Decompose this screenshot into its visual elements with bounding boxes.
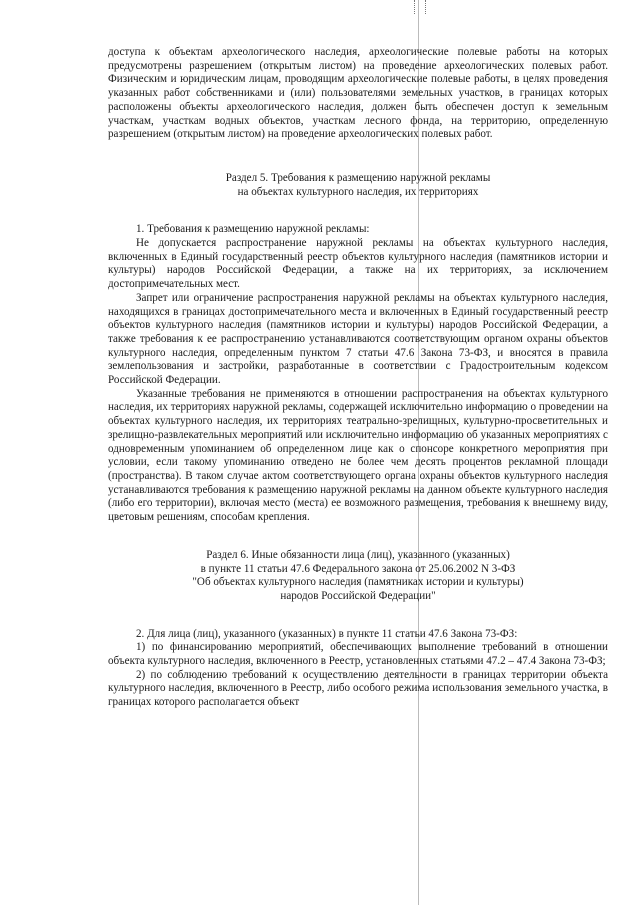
item-2-subitem-1: 1) по финансированию мероприятий, обеспечивающих выполнение требований в отношении объекта культурного наследия, включенного в Реестр, установленных статьями 47.2 – 47.4 Закона 73-ФЗ; — [108, 641, 608, 668]
section-6-title-line-4: народов Российской Федерации" — [280, 589, 436, 602]
document-page — [108, 46, 608, 710]
section-6-title-line-2: в пункте 11 статьи 47.6 Федерального закона от 25.06.2002 N 3-ФЗ — [200, 562, 516, 575]
scan-top-mark — [414, 0, 426, 14]
section-5-heading — [108, 172, 608, 199]
item-1-heading: 1. Требования к размещению наружной рекламы: — [136, 223, 370, 236]
section-5-paragraph-1: Не допускается распространение наружной рекламы на объектах культурного наследия, включенных в Единый государственный реестр объектов культурного наследия (памятников истории и культуры) народов Российской Федерации, а также на их территориях, за исключением достопримечательных мест. — [108, 237, 608, 291]
item-2-heading: 2. Для лица (лиц), указанного (указанных) в пункте 11 статьи 47.6 Закона 73-ФЗ: — [136, 627, 518, 640]
item-2-subitem-2: 2) по соблюдению требований к осуществлению деятельности в границах территории объекта культурного наследия, включенного в Реестр, либо особого режима использования земельного участка, в границах которого располагается объект — [108, 668, 608, 709]
section-5-title-line-2: на объектах культурного наследия, их территориях — [237, 185, 479, 198]
section-6-title-line-1: Раздел 6. Иные обязанности лица (лиц), указанного (указанных) — [206, 548, 510, 561]
section-5-title-line-1: Раздел 5. Требования к размещению наружной рекламы — [225, 171, 491, 184]
section-6-title-line-3: "Об объектах культурного наследия (памятниках истории и культуры) — [192, 576, 524, 589]
section-5-paragraph-2: Запрет или ограничение распространения наружной рекламы на объектах культурного наследия, находящихся в границах достопримечательного места и включенных в Единый государственный реестр объектов культурного наследия (памятников истории и культуры) народов Российской Федерации, а также требования к ее распространению устанавливаются соответствующим органом охраны объектов культурного наследия, определенным пунктом 7 статьи 47.6 Закона 73-ФЗ, и вносятся в правила землепользования и застройки, разработанные в соответствии с Градостроительным кодексом Российской Федерации. — [108, 291, 608, 387]
section-6-heading — [108, 549, 608, 604]
intro-paragraph: доступа к объектам археологического наследия, археологические полевые работы на которых предусмотрены разрешением (открытым листом) на проведение археологических полевых работ. Физическим и юридическим лицам, проводящим археологические полевые работы, в целях проведения указанных работ собственниками и (или) пользователями земельных участков, в границах которых расположены объекты археологического наследия, должен быть обеспечен доступ к земельным участкам, участкам водных объектов, участкам лесного фонда, на территорию, определенную разрешением (открытым листом) на проведение археологических полевых работ. — [108, 46, 608, 141]
section-5-paragraph-3: Указанные требования не применяются в отношении распространения на объектах культурного наследия, их территориях наружной рекламы, содержащей исключительно информацию о проведении на объектах культурного наследия, их территориях театрально-зрелищных, культурно-просветительных и зрелищно-развлекательных мероприятий или исключительно информацию об указанных мероприятиях с одновременным упоминанием об определенном лице как о спонсоре конкретного мероприятия при условии, если такому упоминанию отведено не более чем десять процентов рекламной площади (пространства). В таком случае актом соответствующего органа охраны объектов культурного наследия устанавливаются требования к размещению наружной рекламы на данном объекте культурного наследия (либо его территории), включая место (места) ее возможного размещения, требования к внешнему виду, цветовым решениям, способам крепления. — [108, 387, 608, 524]
